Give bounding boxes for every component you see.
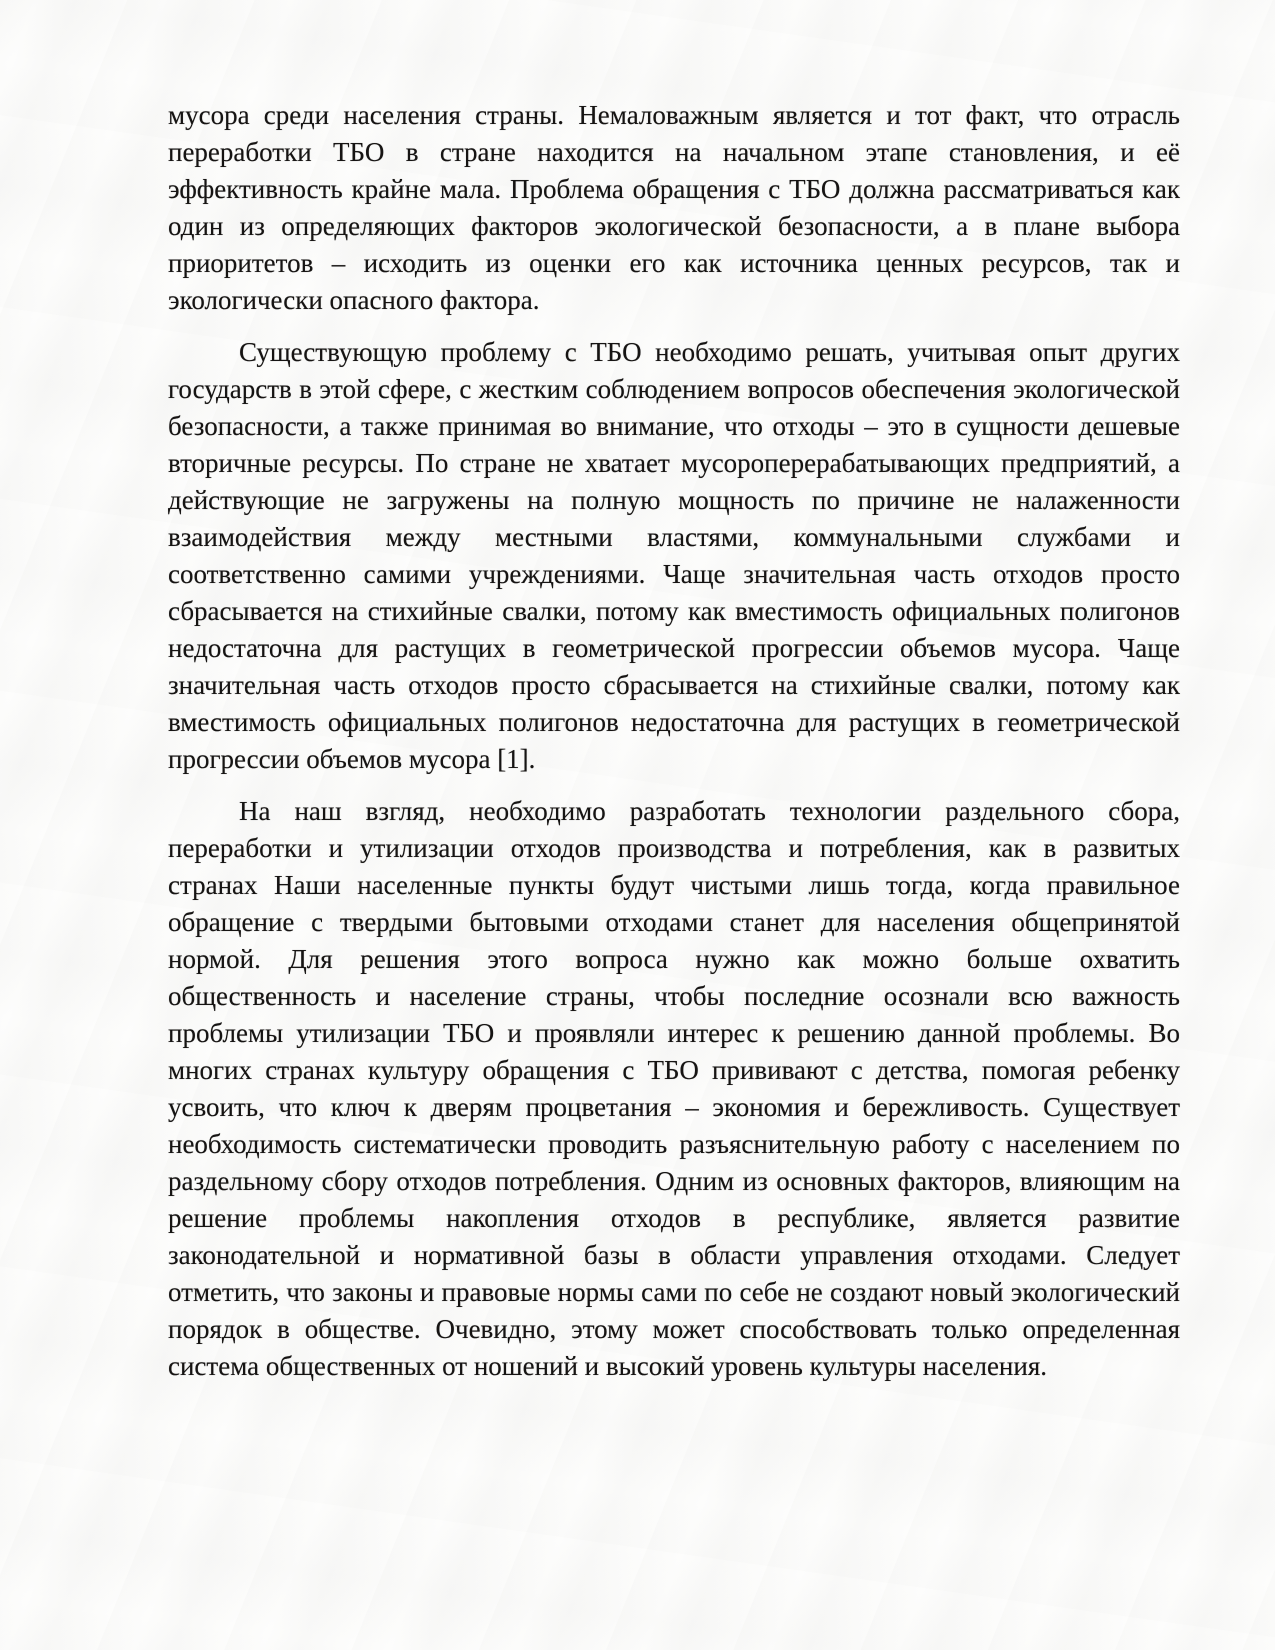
paragraph-continuation: мусора среди населения страны. Немаловажным является и тот факт, что отрасль переработки ТБО в стране находится на начальном этапе становления, и её эффективность крайне мала. Проблема обращения с ТБО должна рассматриваться как один из определяющих факторов экологической безопасности, а в плане выбора приоритетов – исходить из оценки его как источника ценных ресурсов, так и экологически опасного фактора. [168, 100, 1180, 315]
paragraph: Существующую проблему с ТБО необходимо решать, учитывая опыт других государств в этой сфере, с жестким соблюдением вопросов обеспечения экологической безопасности, а также принимая во внимание, что отходы – это в сущности дешевые вторичные ресурсы. По стране не хватает мусороперерабатывающих предприятий, а действующие не загружены на полную мощность по причине не налаженности взаимодействия между местными властями, коммунальными службами и соответственно самими учреждениями. Чаще значительная часть отходов просто сбрасывается на стихийные свалки, потому как вместимость официальных полигонов недостаточна для растущих в геометрической прогрессии объемов мусора. Чаще значительная часть отходов просто сбрасывается на стихийные свалки, потому как вместимость официальных полигонов недостаточна для растущих в геометрической прогрессии объемов мусора [1]. [168, 337, 1180, 774]
text-block [168, 97, 1180, 1400]
paragraph: На наш взгляд, необходимо разработать технологии раздельного сбора, переработки и утилизации отходов производства и потребления, как в развитых странах Наши населенные пункты будут чистыми лишь тогда, когда правильное обращение с твердыми бытовыми отходами станет для населения общепринятой нормой. Для решения этого вопроса нужно как можно больше охватить общественность и население страны, чтобы последние осознали всю важность проблемы утилизации ТБО и проявляли интерес к решению данной проблемы. Во многих странах культуру обращения с ТБО прививают с детства, помогая ребенку усвоить, что ключ к дверям процветания – экономия и бережливость. Существует необходимость систематически проводить разъяснительную работу с населением по раздельному сбору отходов потребления. Одним из основных факторов, влияющим на решение проблемы накопления отходов в республике, является развитие законодательной и нормативной базы в области управления отходами. Следует отметить, что законы и правовые нормы сами по себе не создают новый экологический порядок в обществе. Очевидно, этому может способствовать только определенная система общественных от ношений и высокий уровень культуры населения. [168, 796, 1180, 1381]
